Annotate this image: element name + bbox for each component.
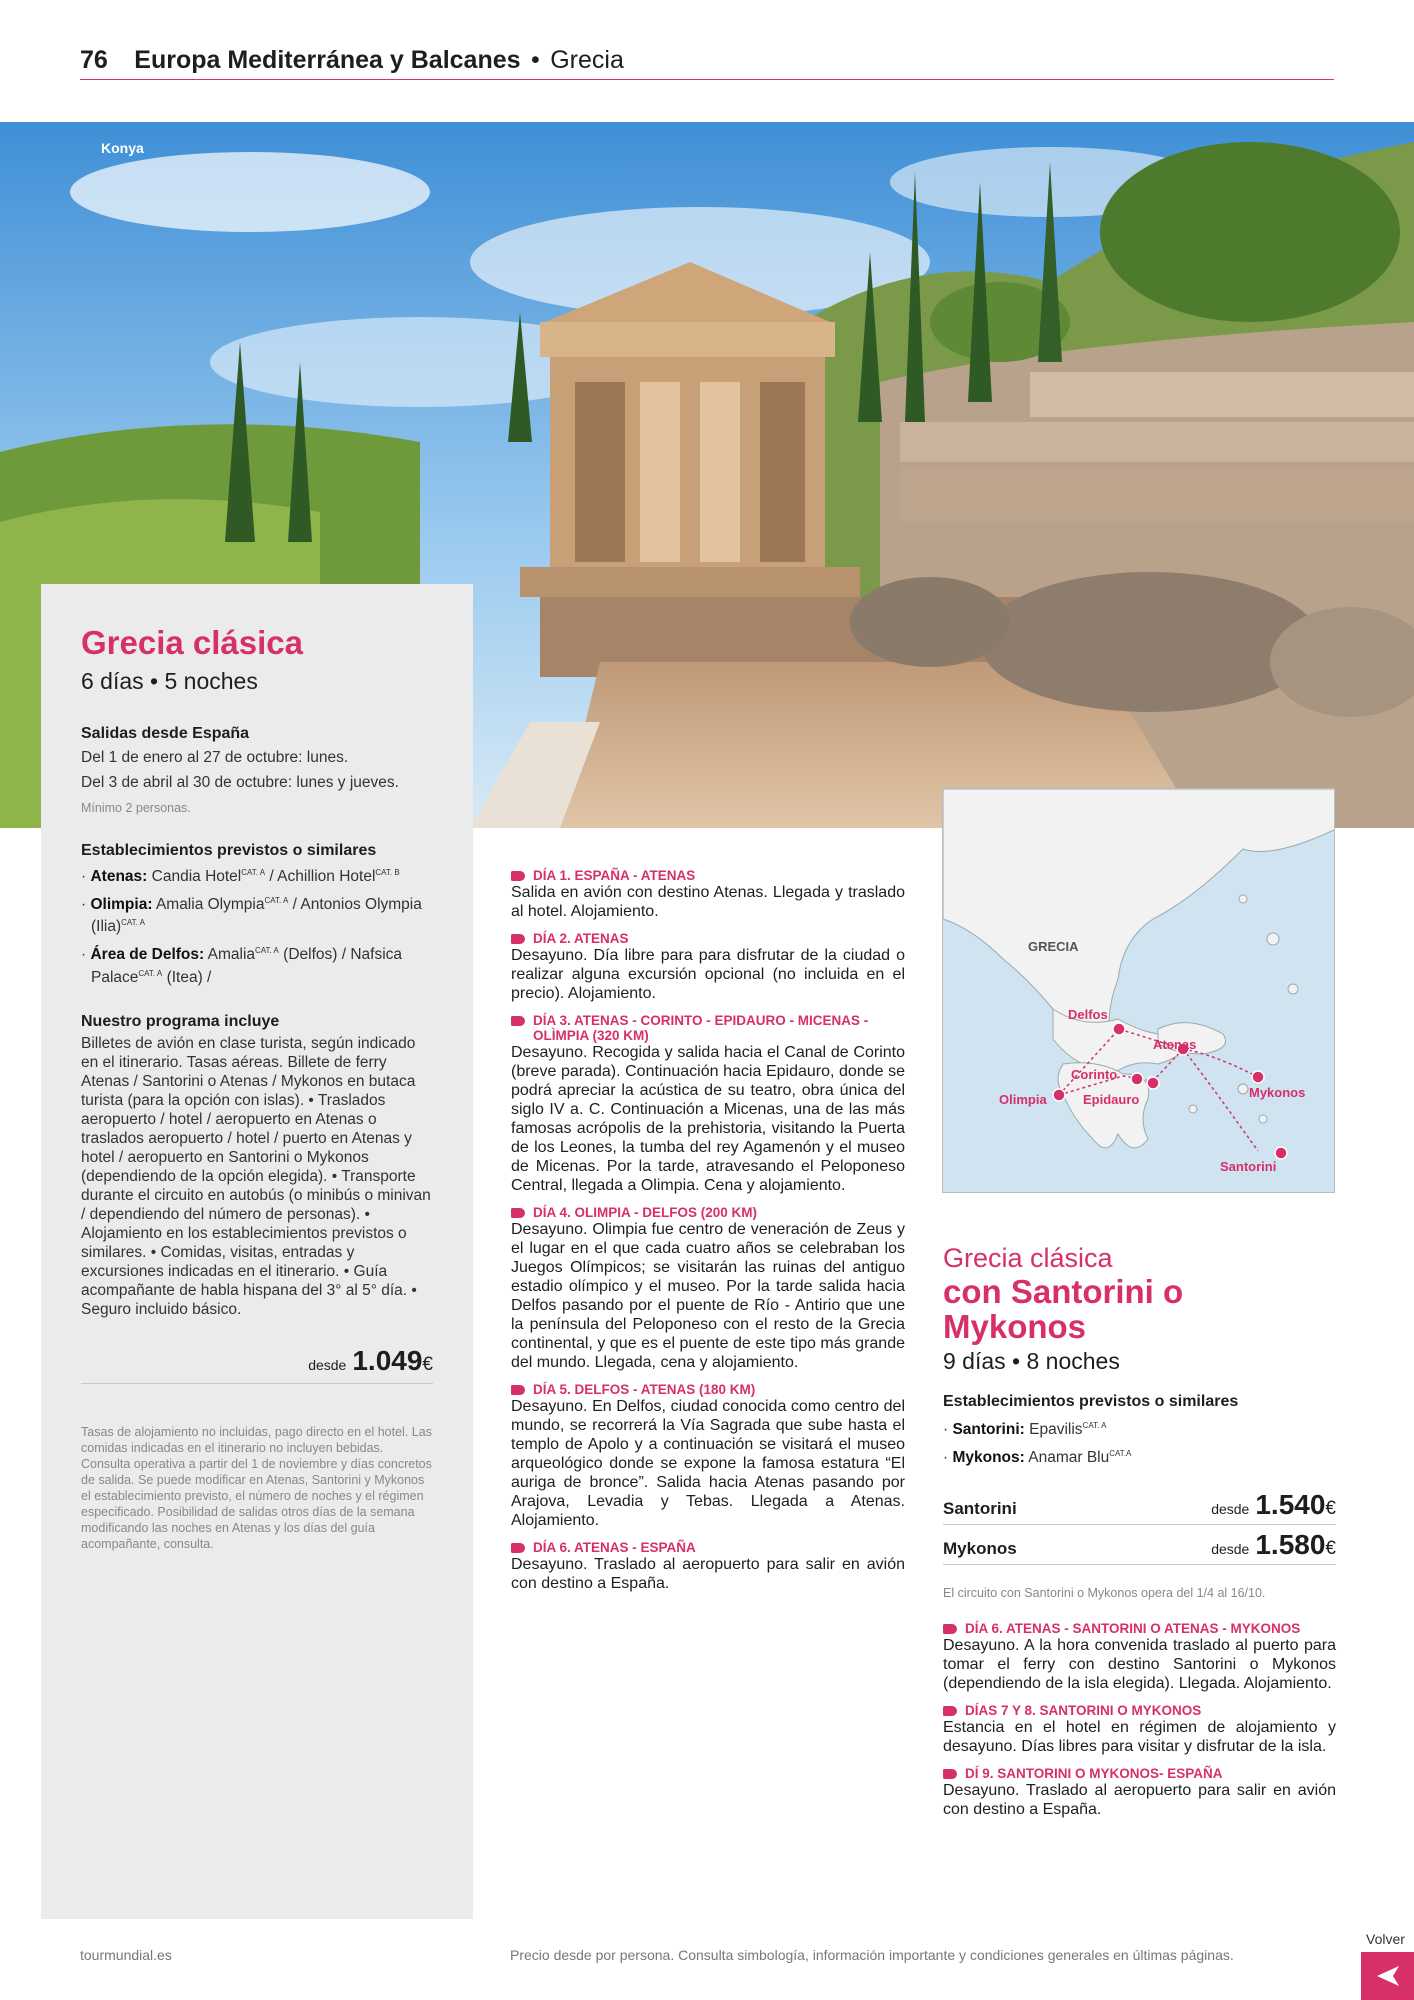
day-title: DÍ 9. SANTORINI O MYKONOS- ESPAÑA bbox=[943, 1766, 1336, 1781]
hotel-item: · Santorini: Epavilis$^{CAT. A}$ bbox=[943, 1421, 1107, 1439]
map-label-atenas: Atenas bbox=[1153, 1037, 1197, 1052]
arrow-tag-icon bbox=[943, 1706, 957, 1716]
map-label-country: GRECIA bbox=[1028, 939, 1079, 954]
day-title: DÍA 4. OLIMPIA - DELFOS (200 KM) bbox=[511, 1205, 905, 1220]
day-title: DÍA 5. DELFOS - ATENAS (180 KM) bbox=[511, 1382, 905, 1397]
day-title: DÍAS 7 Y 8. SANTORINI O MYKONOS bbox=[943, 1703, 1336, 1718]
hotel-item: · Mykonos: Anamar Blu$^{CAT.A}$ bbox=[943, 1449, 1132, 1467]
day-text: Desayuno. Olimpia fue centro de veneración de Zeus y el lugar en el que cada cuatro años se celebraban los Juegos Olímpicos; se visitarán las ruinas del antiguo estadio olímpico y el museo. Por la tarde salida hacia Delfos pasando por el puente de Río - Antirio que une la península del Peloponeso con el resto de la Grecia continental, y que es el puente de este tipo más grande del mundo. Llegada, cena y alojamiento. bbox=[511, 1221, 905, 1371]
day-text: Desayuno. A la hora convenida traslado al puerto para tomar el ferry con destino Santorini o Mykonos (dependiendo de la isla elegida). Llegada. Alojamiento. bbox=[943, 1637, 1336, 1693]
hotel-item: · Área de Delfos: Amalia$^{CAT. A}$ (Delfos) / Nafsica Palace$^{CAT. A}$ (Itea) / bbox=[81, 946, 403, 986]
itinerary bbox=[511, 868, 905, 1593]
arrow-tag-icon bbox=[511, 934, 525, 944]
arrow-tag-icon bbox=[943, 1769, 957, 1779]
extension-hotel-list bbox=[943, 1417, 1336, 1467]
day-text: Desayuno. Traslado al aeropuerto para salir en avión con destino a España. bbox=[511, 1556, 905, 1592]
footer-disclaimer: Precio desde por persona. Consulta simbología, información importante y condiciones generales en últimas páginas. bbox=[510, 1947, 1234, 1963]
extension-price-table bbox=[943, 1485, 1336, 1565]
arrow-tag-icon bbox=[511, 871, 525, 881]
departure-1: Del 1 de enero al 27 de octubre: lunes. bbox=[81, 749, 349, 766]
back-button[interactable] bbox=[1361, 1952, 1414, 2000]
day-text: Desayuno. Recogida y salida hacia el Canal de Corinto (breve parada). Continuación hacia Epidauro, donde se podrá apreciar la acústica de su teatro, obra única del siglo IV a. C. Continuación a Micenas, una de las más famosas acrópolis de la prehistoria, visitando la Puerta de los Leones, la tumba del rey Agamenón y el museo de Micenas. Por la tarde, atravesando el Peloponeso Central, llegada a Olimpia. Cena y alojamiento. bbox=[511, 1044, 905, 1194]
notes-text: Tasas de alojamiento no incluidas, pago directo en el hotel. Las comidas indicadas en el itinerario no incluyen bebidas. Consulta operativa a partir del 1 de noviembre y días concretos de salida. Se puede modificar en Atenas, Santorini y Mykonos el establecimiento previsto, el número de noches y el régimen especificado. Posibilidad de salidas otros días de la semana modificando las noches en Atenas y los días del guía acompañante, consulta. bbox=[81, 1424, 432, 1551]
hotel-item: · Olimpia: Amalia Olympia$^{CAT. A}$ / Antonios Olympia (Ilia)$^{CAT. A}$ bbox=[81, 896, 422, 936]
day-title: DÍA 3. ATENAS - CORINTO - EPIDAURO - MICENAS - OLÌMPIA (320 KM) bbox=[511, 1013, 905, 1043]
arrow-tag-icon bbox=[511, 1543, 525, 1553]
extension-hotels-heading: Establecimientos previstos o similares bbox=[943, 1393, 1239, 1410]
hotel-list bbox=[81, 864, 433, 987]
country-title: Grecia bbox=[550, 46, 624, 74]
map-label-mykonos: Mykonos bbox=[1249, 1085, 1306, 1100]
arrow-tag-icon bbox=[511, 1385, 525, 1395]
price-value: 1.049 bbox=[352, 1344, 423, 1376]
section-title: Europa Mediterránea y Balcanes bbox=[134, 46, 521, 74]
extension-note: El circuito con Santorini o Mykonos opera del 1/4 al 16/10. bbox=[943, 1586, 1266, 1601]
map-label-santorini: Santorini bbox=[1220, 1159, 1277, 1174]
day-title: DÍA 6. ATENAS - SANTORINI O ATENAS - MYKONOS bbox=[943, 1621, 1336, 1636]
arrow-tag-icon bbox=[943, 1624, 957, 1634]
page-number: 76 bbox=[80, 46, 108, 74]
footer-site[interactable]: tourmundial.es bbox=[80, 1947, 172, 1963]
header-separator: • bbox=[531, 46, 540, 74]
price-prefix: desde bbox=[308, 1356, 347, 1373]
map-label-olimpia: Olimpia bbox=[999, 1092, 1047, 1107]
day-text: Salida en avión con destino Atenas. Llegada y traslado al hotel. Alojamiento. bbox=[511, 884, 905, 920]
departures-heading: Salidas desde España bbox=[81, 725, 250, 742]
trip-title: Grecia clásica bbox=[81, 624, 304, 661]
extension-title-line2: con Santorini o bbox=[943, 1273, 1184, 1310]
back-arrow-icon bbox=[1375, 1964, 1401, 1988]
hotel-item: · Atenas: Candia Hotel$^{CAT. A}$ / Achillion Hotel$^{CAT. B}$ bbox=[81, 868, 400, 886]
map-label-epidauro: Epidauro bbox=[1083, 1092, 1140, 1107]
day-text: Desayuno. En Delfos, ciudad conocida como centro del mundo, se recorrerá la Vía Sagrada que sube hasta el templo de Apolo y a continuación se visitará el museo arqueológico donde se expone la famosa estatura “El auriga de bronce”. Salida hacia Atenas pasando por Arajova, Levadia y Tebas. Llegada a Atenas. Alojamiento. bbox=[511, 1398, 905, 1529]
map-label-delfos: Delfos bbox=[1068, 1007, 1108, 1022]
day-title: DÍA 6. ATENAS - ESPAÑA bbox=[511, 1540, 905, 1555]
trip-summary-panel bbox=[41, 584, 473, 1919]
extension-title-line3: Mykonos bbox=[943, 1308, 1087, 1345]
extension-duration: 9 días • 8 noches bbox=[943, 1348, 1120, 1374]
arrow-tag-icon bbox=[511, 1208, 525, 1218]
price-row: Mykonos desde 1.580 € bbox=[943, 1525, 1336, 1565]
map-graphic bbox=[943, 789, 1335, 1193]
day-text: Desayuno. Día libre para para disfrutar de la ciudad o realizar alguna excursión opcional (no incluida en el precio). Alojamiento. bbox=[511, 947, 905, 1002]
island-extension bbox=[943, 1243, 1336, 1819]
day-title: DÍA 2. ATENAS bbox=[511, 931, 905, 946]
arrow-tag-icon bbox=[511, 1016, 525, 1026]
back-label[interactable]: Volver bbox=[1366, 1931, 1405, 1947]
hotels-heading: Establecimientos previstos o similares bbox=[81, 842, 377, 859]
minimum-persons: Mínimo 2 personas. bbox=[81, 801, 191, 815]
includes-text: Billetes de avión en clase turista, según indicado en el itinerario. Tasas aéreas. Billete de ferry Atenas / Santorini o Atenas / Mykonos en butaca turista (para la opción con islas). • Traslados aeropuerto / hotel / aeropuerto en Atenas o traslados aeropuerto / hotel / puerto en Atenas y hotel / aeropuerto en Santorini o Mykonos (dependiendo de la opción elegida). • Transporte durante el circuito en autobús (o minibús o minivan / dependiendo del número de personas). • Alojamiento en los establecimientos previstos o similares. • Comidas, visitas, entradas y excursiones indicadas en el itinerario. • Guía acompañante de habla hispana del 3° al 5° día. • Seguro incluido básico. bbox=[81, 1034, 431, 1318]
trip-duration: 6 días • 5 noches bbox=[81, 668, 258, 694]
extension-title-line1: Grecia clásica bbox=[943, 1243, 1113, 1273]
page-header bbox=[80, 46, 1334, 80]
extension-itinerary bbox=[943, 1621, 1336, 1819]
departure-2: Del 3 de abril al 30 de octubre: lunes y jueves. bbox=[81, 774, 399, 791]
includes-heading: Nuestro programa incluye bbox=[81, 1012, 280, 1030]
price-currency: € bbox=[422, 1353, 433, 1375]
route-map bbox=[942, 788, 1335, 1193]
day-text: Estancia en el hotel en régimen de alojamiento y desayuno. Días libres para visitar y disfrutar de la isla. bbox=[943, 1719, 1336, 1756]
map-label-corinto: Corinto bbox=[1071, 1067, 1118, 1082]
day-text: Desayuno. Traslado al aeropuerto para salir en avión con destino a España. bbox=[943, 1782, 1336, 1819]
day-title: DÍA 1. ESPAÑA - ATENAS bbox=[511, 868, 905, 883]
photo-caption: Konya bbox=[101, 140, 144, 156]
price-row: Santorini desde 1.540 € bbox=[943, 1485, 1336, 1525]
price-row bbox=[81, 1345, 433, 1384]
